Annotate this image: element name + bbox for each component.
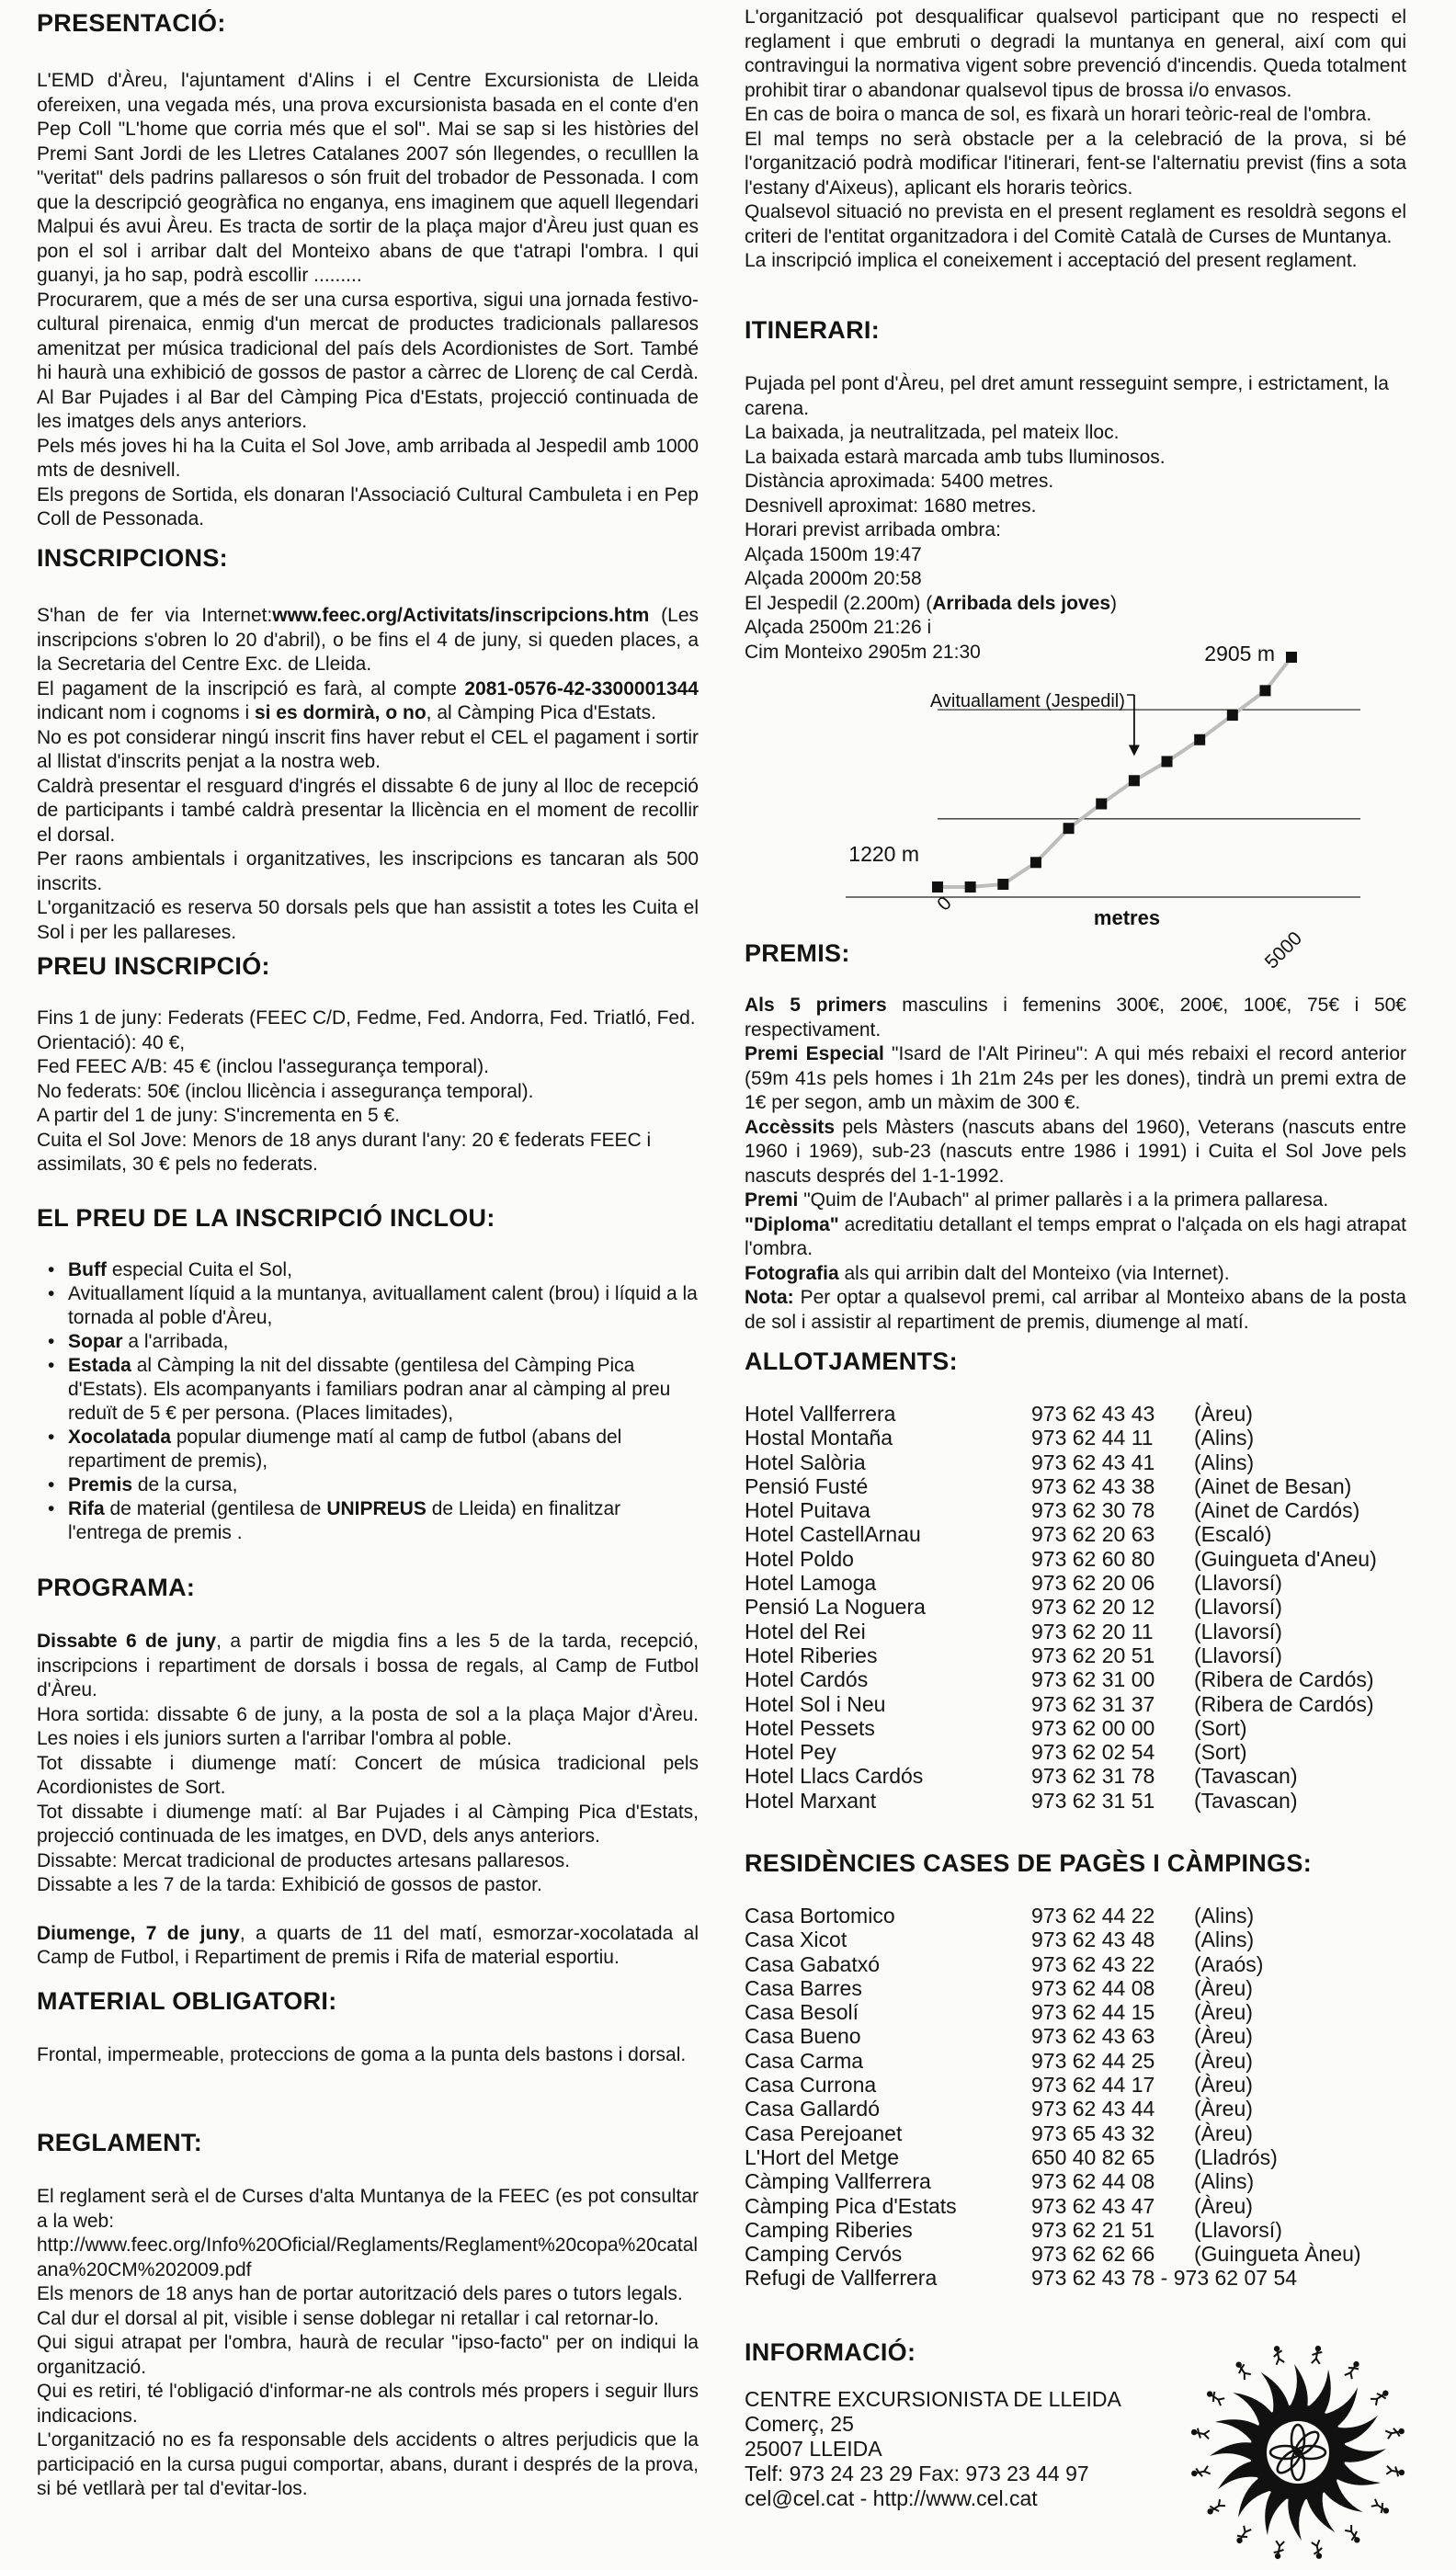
programa-title: PROGRAMA: — [37, 1574, 196, 1601]
programa-line: Tot dissabte i diumenge matí: Concert de música tradicional pels Acordionistes de Sort. — [37, 1752, 699, 1798]
preu-line: A partir del 1 de juny: S'incrementa en 5 €. — [37, 1105, 401, 1126]
location: (Ainet de Cardós) — [1194, 1498, 1360, 1523]
list-item: • Premis de la cursa, — [68, 1473, 699, 1497]
phone-number: 973 62 20 11 — [1031, 1619, 1154, 1643]
informacio-title: INFORMACIÓ: — [745, 2338, 916, 2366]
itinerari-line: Alçada 2500m 21:26 i — [745, 617, 932, 638]
residencies-title: RESIDÈNCIES CASES DE PAGÈS I CÀMPINGS: — [745, 1849, 1313, 1877]
annotation-arrowhead — [1129, 745, 1140, 756]
premis-line: Als 5 primers masculins i femenins 300€, 200€, 100€, 75€ i 50€ respectivament. — [745, 995, 1406, 1041]
inscripcions-paragraph: El pagament de la inscripció es farà, al compte 2081-0576-42-3300001344 indicant nom i cognoms i si es dormirà, o no, al Càmping Pica d'Estats. — [37, 677, 699, 723]
phone-number: 973 65 43 32 — [1031, 2121, 1155, 2145]
reglament-line: Qualsevol situació no prevista en el present reglament es resoldrà segons el criteri de l'entitat organitzadora i del Comitè Català de Curses de Muntanya. — [745, 201, 1406, 247]
location: (Ribera de Cardós) — [1194, 1691, 1374, 1716]
inscripcions-paragraph: No es pot considerar ningú inscrit fins haver rebut el CEL el pagament i sortir al llistat d'inscrits penjat a la nostra web. — [37, 726, 699, 772]
phone-number: 973 62 43 63 — [1031, 2024, 1155, 2049]
data-point — [1064, 823, 1075, 834]
inscripcions-title: INSCRIPCIONS: — [37, 544, 228, 572]
place-name: Hotel Sol i Neu — [745, 1691, 886, 1716]
phone-number: 973 62 20 06 — [1031, 1571, 1155, 1596]
runner-figure — [1205, 2389, 1225, 2406]
phone-number: 973 62 30 78 — [1031, 1498, 1155, 1523]
table-row — [745, 2169, 1361, 2193]
inscripcions-paragraph: Per raons ambientals i organitzatives, les inscripcions es tancaran als 500 inscrits. — [37, 848, 699, 894]
data-point — [1030, 857, 1041, 868]
table-row — [745, 1571, 1377, 1595]
place-name: Hotel Vallferrera — [745, 1402, 896, 1426]
location: (Lladrós) — [1194, 2144, 1278, 2169]
runner-figure — [1273, 2540, 1286, 2560]
table-row — [745, 1692, 1377, 1716]
data-point — [1162, 756, 1173, 768]
table-row — [745, 1402, 1377, 1426]
phone-number: 973 62 43 41 — [1031, 1450, 1155, 1474]
place-name: Casa Barres — [745, 1975, 862, 2000]
allotjaments-table — [745, 1402, 1377, 1813]
table-row — [745, 1952, 1361, 1976]
place-name: Hotel Pessets — [745, 1715, 875, 1740]
phone-number: 973 62 31 51 — [1031, 1788, 1155, 1813]
runner-figure — [1234, 2525, 1252, 2545]
location: (Araós) — [1194, 1951, 1264, 1976]
preu-line: No federats: 50€ (inclou llicència i assegurança temporal). — [37, 1080, 534, 1102]
table-row — [745, 1620, 1377, 1643]
preu-line: Fins 1 de juny: Federats (FEEC C/D, Fedme, Fed. Andorra, Fed. Triatló, Fed. Orientació): 40 €, — [37, 1007, 696, 1053]
runner-figure — [1234, 2360, 1252, 2380]
location: (Escaló) — [1194, 1522, 1272, 1547]
table-row — [745, 1547, 1377, 1571]
inscripcions-paragraph: S'han de fer via Internet:www.feec.org/Activitats/inscripcions.htm (Les inscripcions s'obren lo 20 d'abril), o be fins el 4 de juny, si queden places, a la Secretaria del Centre Exc. de Lleida. — [37, 605, 700, 675]
runner-figure — [1345, 2524, 1363, 2544]
phone-number: 973 62 43 48 — [1031, 1928, 1155, 1952]
location: (Guingueta Àneu) — [1194, 2242, 1361, 2267]
table-row — [745, 1522, 1377, 1546]
presentacio-title: PRESENTACIÓ: — [37, 9, 226, 37]
org-city: 25007 LLEIDA — [745, 2437, 882, 2461]
phone-number: 973 62 31 00 — [1031, 1667, 1155, 1692]
phone-number: 973 62 44 15 — [1031, 2000, 1155, 2025]
reglament-line: Qui sigui atrapat per l'ombra, haurà de recular "ipso-facto" per on indiqui la organització. — [37, 2332, 699, 2378]
list-item: • Buff especial Cuita el Sol, — [68, 1258, 699, 1282]
inscription-link[interactable]: www.feec.org/Activitats/inscripcions.htm — [272, 605, 650, 626]
table-row — [745, 1740, 1377, 1764]
table-row — [745, 1643, 1377, 1667]
place-name: Casa Xicot — [745, 1928, 847, 1952]
table-row — [745, 2218, 1361, 2242]
phone-number: 973 62 44 08 — [1031, 1975, 1155, 2000]
phone-number: 973 62 02 54 — [1031, 1740, 1155, 1765]
place-name: Càmping Vallferrera — [745, 2169, 931, 2194]
itinerari-line: Distància aproximada: 5400 metres. — [745, 471, 1054, 492]
place-name: Pensió Fusté — [745, 1473, 869, 1498]
location: (Àreu) — [1194, 2097, 1253, 2121]
location: (Sort) — [1194, 1715, 1247, 1740]
residencies-section — [745, 1849, 1406, 2291]
programa-line: Hora sortida: dissabte 6 de juny, a la posta de sol a la plaça Major d'Àreu. Les noies i els juniors surten a l'arribar l'ombra al poble. — [37, 1703, 699, 1749]
programa-line: Dissabte a les 7 de la tarda: Exhibició de gossos de pastor. — [37, 1874, 542, 1895]
inscripcions-paragraph: Caldrà presentar el resguard d'ingrés el dissabte 6 de juny al lloc de recepció de participants i també caldrà presentar la llicència en el moment de recollir el dorsal. — [37, 775, 699, 846]
reglament-line: El mal temps no serà obstacle per a la celebració de la prova, si bé l'organització podrà modificar l'itinerari, fent-se l'alternatiu previst (fins a sota l'estany d'Aixeus), aplicant els horaris teòrics. — [745, 128, 1406, 199]
phone-number: 973 62 43 22 — [1031, 1951, 1155, 1976]
table-row — [745, 1474, 1377, 1498]
runner-figure — [1385, 2465, 1405, 2478]
runner-figure — [1344, 2360, 1361, 2380]
itinerari-line: Pujada pel pont d'Àreu, pel dret amunt resseguint sempre, i estrictament, la carena. — [745, 373, 1389, 419]
premis-line: Accèssits pels Màsters (nascuts abans del 1960), Veterans (nascuts entre 1960 i 1969), sub-23 (nascuts entre 1986 i 1991) i Cuita el Sol Jove pels nascuts després del 1-1-1992. — [745, 1116, 1406, 1187]
x-tick-label: 5000 — [1260, 927, 1307, 973]
location: (Ribera de Cardós) — [1194, 1667, 1374, 1692]
place-name: Casa Gallardó — [745, 2097, 881, 2121]
programa-line: Diumenge, 7 de juny, a quarts de 11 del matí, esmorzar-xocolatada al Camp de Futbol, i Repartiment de premis i Rifa de material esportiu. — [37, 1922, 699, 1968]
data-point — [1227, 710, 1238, 721]
residencies-table — [745, 1904, 1361, 2291]
place-name: Refugi de Vallferrera — [745, 2266, 938, 2291]
table-row — [745, 1716, 1377, 1740]
sun-ray — [1288, 2496, 1307, 2541]
programa-line: Tot dissabte i diumenge matí: al Bar Pujades i al Càmping Pica d'Estats, projecció continuada de les imatges, en DVD, dels anys anteriors. — [37, 1801, 699, 1847]
phone-number: 973 62 44 22 — [1031, 1904, 1155, 1928]
table-row — [745, 2194, 1361, 2218]
runner-figure — [1190, 2466, 1211, 2479]
place-name: Casa Carma — [745, 2048, 864, 2073]
location: (Llavorsí) — [1194, 1571, 1282, 1596]
location: (Tavascan) — [1194, 1788, 1298, 1813]
premis-section — [745, 939, 1406, 1335]
table-row — [745, 1928, 1361, 1951]
phone-number: 973 62 43 78 - 973 62 07 54 — [1031, 2266, 1298, 2291]
phone-number: 973 62 20 12 — [1031, 1595, 1155, 1620]
location: (Llavorsí) — [1194, 1643, 1282, 1667]
table-row — [745, 1667, 1377, 1691]
phone-number: 973 62 43 43 — [1031, 1402, 1155, 1426]
start-elevation-label: 1220 m — [848, 842, 919, 866]
table-row — [745, 2000, 1361, 2024]
org-contact-link[interactable]: cel@cel.cat - http://www.cel.cat — [745, 2486, 1038, 2510]
list-item: • Rifa de material (gentilesa de UNIPREUS de Lleida) en finalitzar l'entrega de premis . — [68, 1497, 699, 1545]
preu-line: Cuita el Sol Jove: Menors de 18 anys durant l'any: 20 € federats FEEC i assimilats, 30 € pels no federats. — [37, 1129, 652, 1175]
location: (Àreu) — [1194, 2048, 1253, 2073]
preu-section — [37, 952, 699, 1177]
data-point — [932, 881, 943, 893]
table-row — [745, 1450, 1377, 1474]
programa-line: Dissabte 6 de juny, a partir de migdia fins a les 5 de la tarda, recepció, inscripcions i repartiment de dorsals i bossa de regals, al Camp de Futbol d'Àreu. — [37, 1631, 699, 1700]
inclou-title: EL PREU DE LA INSCRIPCIÓ INCLOU: — [37, 1204, 495, 1232]
runner-figure — [1272, 2345, 1285, 2365]
material-text: Frontal, impermeable, proteccions de goma a la punta dels bastons i dorsal. — [37, 2044, 687, 2065]
itinerari-line: El Jespedil (2.200m) (Arribada dels joves) — [745, 592, 1117, 614]
data-point — [997, 879, 1008, 890]
data-point — [1096, 798, 1107, 809]
table-row — [745, 1426, 1377, 1450]
reglament-line: La inscripció implica el coneixement i acceptació del present reglament. — [745, 250, 1358, 271]
place-name: Hotel Salòria — [745, 1450, 866, 1474]
table-row — [745, 2097, 1361, 2121]
org-name: CENTRE EXCURSIONISTA DE LLEIDA — [745, 2387, 1121, 2411]
runner-figure — [1205, 2499, 1225, 2518]
location: (Àreu) — [1194, 2000, 1253, 2025]
location: (Àreu) — [1194, 2121, 1253, 2145]
reglament-line: Cal dur el dorsal al pit, visible i sense doblegar ni retallar i cal retornar-lo. — [37, 2307, 659, 2329]
data-point — [1259, 685, 1270, 696]
location: (Àreu) — [1194, 1975, 1253, 2000]
sun-runners-logo-icon — [1184, 2338, 1412, 2566]
place-name: Hotel Llacs Cardós — [745, 1764, 924, 1789]
list-item: • Avituallament líquid a la muntanya, avituallament calent (brou) i líquid a la tornada al poble d'Àreu, — [68, 1282, 699, 1330]
table-row — [745, 2145, 1361, 2169]
itinerari-line: Horari previst arribada ombra: — [745, 519, 1001, 540]
programa-line: Dissabte: Mercat tradicional de productes artesans pallaresos. — [37, 1849, 571, 1871]
sun-ray — [1342, 2443, 1386, 2462]
reglament-link[interactable]: http://www.feec.org/Info%20Oficial/Reglaments/Reglament%20copa%20catalana%20CM%202009.pdf — [37, 2235, 699, 2280]
allotjaments-title: ALLOTJAMENTS: — [745, 1348, 958, 1375]
reglament-continued — [745, 6, 1406, 274]
place-name: Pensió La Noguera — [745, 1595, 926, 1620]
premis-title: PREMIS: — [745, 939, 850, 967]
phone-number: 973 62 20 63 — [1031, 1522, 1155, 1547]
phone-number: 973 62 44 17 — [1031, 2073, 1155, 2098]
runner-figure — [1190, 2428, 1211, 2440]
premis-line: Premi Especial "Isard de l'Alt Pirineu": A qui més rebaixi el record anterior (59m 41s pels homes i 1h 21m 24s per les dones), tindrà un premi extra de 1€ per segon, amb un màxim de 300 €. — [745, 1043, 1407, 1113]
inscripcions-section — [37, 544, 699, 945]
location: (Àreu) — [1194, 1402, 1253, 1426]
data-point — [1194, 734, 1205, 745]
inscripcions-paragraph: L'organització es reserva 50 dorsals pels que han assistit a totes les Cuita el Sol i per les pallareses. — [37, 897, 699, 943]
material-section — [37, 1987, 699, 2068]
premis-line: Fotografia als qui arribin dalt del Monteixo (via Internet). — [745, 1262, 1230, 1284]
table-row — [745, 2073, 1361, 2097]
location: (Alins) — [1194, 1904, 1255, 1928]
phone-number: 973 62 20 51 — [1031, 1643, 1155, 1667]
list-item: • Sopar a l'arribada, — [68, 1330, 699, 1354]
data-point — [1286, 652, 1297, 663]
reglament-line: El reglament serà el de Curses d'alta Muntanya de la FEEC (es pot consultar a la web: — [37, 2186, 699, 2232]
place-name: Casa Perejoanet — [745, 2121, 903, 2145]
preu-title: PREU INSCRIPCIÓ: — [37, 952, 270, 980]
phone-number: 973 62 62 66 — [1031, 2242, 1155, 2267]
preu-line: Fed FEEC A/B: 45 € (inclou l'assegurança temporal). — [37, 1056, 489, 1077]
org-address: Comerç, 25 — [745, 2412, 854, 2436]
material-title: MATERIAL OBLIGATORI: — [37, 1987, 337, 2015]
runner-figure — [1311, 2345, 1324, 2365]
phone-number: 973 62 43 47 — [1031, 2193, 1155, 2218]
location: (Alins) — [1194, 1450, 1255, 1474]
itinerari-title: ITINERARI: — [745, 316, 880, 344]
bank-account: 2081-0576-42-3300001344 — [464, 677, 699, 699]
phone-number: 650 40 82 65 — [1031, 2144, 1155, 2169]
x-axis-label: metres — [1093, 906, 1161, 929]
location: (Guingueta d'Aneu) — [1194, 1546, 1377, 1571]
itinerari-line: La baixada, ja neutralitzada, pel mateix lloc. — [745, 422, 1120, 443]
reglament-title: REGLAMENT: — [37, 2129, 202, 2156]
phone-number: 973 62 43 44 — [1031, 2097, 1155, 2121]
table-row — [745, 1595, 1377, 1619]
data-point — [1129, 775, 1140, 786]
reglament-line: Els menors de 18 anys han de portar autorització dels pares o tutors legals. — [37, 2283, 683, 2304]
place-name: Hotel CastellArnau — [745, 1522, 921, 1547]
premis-line: Premi "Quim de l'Aubach" al primer pallarès i a la primera pallaresa. — [745, 1189, 1329, 1211]
place-name: Casa Bortomico — [745, 1904, 895, 1928]
itinerari-section — [745, 316, 1406, 665]
summit-elevation-label: 2905 m — [1204, 642, 1275, 665]
itinerari-line: Cim Monteixo 2905m 21:30 — [745, 641, 981, 663]
reglament-section — [37, 2129, 699, 2502]
itinerari-line: Alçada 1500m 19:47 — [745, 543, 922, 565]
list-item: • Estada al Càmping la nit del dissabte (gentilesa del Càmping Pica d'Estats). Els acompanyants i familiars podran anar al càmping al preu reduït de 5 € per persona. (Places limitades), — [68, 1354, 699, 1426]
place-name: Càmping Pica d'Estats — [745, 2193, 957, 2218]
location: (Ainet de Besan) — [1194, 1473, 1352, 1498]
place-name: Hotel Pey — [745, 1740, 836, 1765]
inclou-list — [37, 1258, 699, 1545]
location: (Tavascan) — [1194, 1764, 1298, 1789]
place-name: Casa Currona — [745, 2073, 877, 2098]
place-name: Casa Bueno — [745, 2024, 861, 2049]
itinerari-line: Desnivell aproximat: 1680 metres. — [745, 495, 1037, 517]
phone-number: 973 62 31 78 — [1031, 1764, 1155, 1789]
location: (Llavorsí) — [1194, 1595, 1282, 1620]
presentacio-paragraph: Els pregons de Sortida, els donaran l'Associació Cultural Cambuleta i en Pep Coll de Pessonada. — [37, 483, 699, 529]
premis-line: "Diploma" acreditatiu detallant el temps emprat o l'alçada on els hagi atrapat l'ombra. — [745, 1213, 1406, 1259]
aid-station-annotation: Avituallament (Jespedil) — [929, 691, 1125, 711]
table-row — [745, 2049, 1361, 2073]
location: (Alins) — [1194, 1426, 1255, 1450]
table-row — [745, 2242, 1361, 2266]
phone-number: 973 62 60 80 — [1031, 1546, 1155, 1571]
location: (Àreu) — [1194, 2193, 1253, 2218]
table-row — [745, 1764, 1377, 1788]
runner-figure — [1370, 2388, 1390, 2406]
allotjaments-section — [745, 1348, 1406, 1813]
phone-number: 973 62 00 00 — [1031, 1715, 1155, 1740]
data-point — [965, 881, 976, 893]
elevation-profile-chart — [846, 634, 1360, 974]
location: (Alins) — [1194, 1928, 1255, 1952]
table-row — [745, 1904, 1361, 1928]
place-name: Hotel Poldo — [745, 1546, 854, 1571]
location: (Alins) — [1194, 2169, 1255, 2194]
place-name: Casa Besolí — [745, 2000, 859, 2025]
org-phone: Telf: 973 24 23 29 Fax: 973 23 44 97 — [745, 2462, 1089, 2485]
programa-section — [37, 1574, 699, 1971]
phone-number: 973 62 43 38 — [1031, 1473, 1155, 1498]
table-row — [745, 1976, 1361, 2000]
premis-line: Nota: Per optar a qualsevol premi, cal arribar al Monteixo abans de la posta de sol i assistir al repartiment de premis, diumenge al matí. — [745, 1287, 1406, 1333]
inclou-section — [37, 1204, 699, 1545]
table-row — [745, 2266, 1361, 2290]
phone-number: 973 62 44 11 — [1031, 1426, 1154, 1450]
presentacio-paragraph: Pels més joves hi ha la Cuita el Sol Jove, amb arribada al Jespedil amb 1000 mts de desnivell. — [37, 435, 699, 481]
place-name: Camping Riberies — [745, 2217, 913, 2242]
place-name: Hotel del Rei — [745, 1619, 866, 1643]
place-name: Hotel Marxant — [745, 1788, 877, 1813]
runner-figure — [1385, 2427, 1405, 2439]
itinerari-line: La baixada estarà marcada amb tubs lluminosos. — [745, 446, 1166, 468]
place-name: Hostal Montaña — [745, 1426, 893, 1450]
table-row — [745, 1789, 1377, 1813]
presentacio-paragraph: Procurarem, que a més de ser una cursa esportiva, sigui una jornada festivo-cultural pirenaica, enmig d'un mercat de productes tradicionals pallaresos amenitzat per música tradicional del país dels Acordionistes de Sort. També hi haurà una exhibició de gossos de pastor a càrrec de Llorenç de cal Cerdà. Al Bar Pujades i al Bar del Càmping Pica d'Estats, projecció continuada de les imatges dels anys anteriors. — [37, 289, 699, 432]
place-name: Hotel Puitava — [745, 1498, 870, 1523]
itinerari-line: Alçada 2000m 20:58 — [745, 568, 922, 589]
location: (Sort) — [1194, 1740, 1247, 1765]
presentacio-section — [37, 9, 699, 532]
place-name: Hotel Riberies — [745, 1643, 878, 1667]
sun-ray — [1210, 2442, 1254, 2462]
place-name: Casa Gabatxó — [745, 1951, 881, 1976]
place-name: Hotel Cardós — [745, 1667, 869, 1692]
reglament-line: En cas de boira o manca de sol, es fixarà un horari teòric-real de l'ombra. — [745, 104, 1372, 125]
phone-number: 973 62 31 37 — [1031, 1691, 1155, 1716]
location: (Llavorsí) — [1194, 1619, 1282, 1643]
runner-figure — [1371, 2498, 1391, 2516]
x-tick-label: 0 — [933, 893, 956, 915]
sun-ray — [1289, 2364, 1308, 2408]
table-row — [745, 2121, 1361, 2145]
presentacio-paragraph: L'EMD d'Àreu, l'ajuntament d'Alins i el Centre Excursionista de Lleida ofereixen, una vegada més, una prova excursionista basada en el conte d'en Pep Coll "L'home que corria més que el sol". Mai se sap si les històries del Premi Sant Jordi de les Lletres Catalanes 2007 són llegendes, o reculllen la "veritat" dels padrins pallaresos o són fruit del trobador de Pessonada. I com que la descripció geogràfica no enganya, ens imaginem que aquell llegendari Malpui és avui Àreu. Es tracta de sortir de la plaça major d'Àreu just quan es pon el sol i arribar dalt del Monteixo abans de que t'atrapi l'ombra. I qui guanyi, ja ho sap, podrà escollir ......... — [37, 70, 699, 286]
location: (Àreu) — [1194, 2073, 1253, 2098]
runner-figure — [1312, 2540, 1325, 2560]
table-row — [745, 2024, 1361, 2048]
location: (Llavorsí) — [1194, 2217, 1282, 2242]
reglament-line: Qui es retiri, té l'obligació d'informar-ne als controls més propers i seguir llurs indicacions. — [37, 2381, 699, 2427]
phone-number: 973 62 44 08 — [1031, 2169, 1155, 2194]
place-name: Camping Cervós — [745, 2242, 903, 2267]
location: (Àreu) — [1194, 2024, 1253, 2049]
table-row — [745, 1498, 1377, 1522]
phone-number: 973 62 44 25 — [1031, 2048, 1155, 2073]
reglament-line: L'organització no es fa responsable dels accidents o altres perjudicis que la participació en la cursa pugui comportar, abans, durant i després de la prova, si bé vetllarà per tal d'evitar-los. — [37, 2429, 699, 2499]
reglament-line: L'organització pot desqualificar qualsevol participant que no respecti el reglament i que embruti o degradi la muntanya en general, així com qui contravingui la normativa vigent sobre prevenció d'incendis. Queda totalment prohibit tirar o abandonar qualsevol tipus de brossa i/o envasos. — [745, 6, 1406, 101]
place-name: Hotel Lamoga — [745, 1571, 877, 1596]
list-item: • Xocolatada popular diumenge matí al camp de futbol (abans del repartiment de premis), — [68, 1426, 699, 1473]
phone-number: 973 62 21 51 — [1031, 2217, 1155, 2242]
place-name: L'Hort del Metge — [745, 2144, 900, 2169]
